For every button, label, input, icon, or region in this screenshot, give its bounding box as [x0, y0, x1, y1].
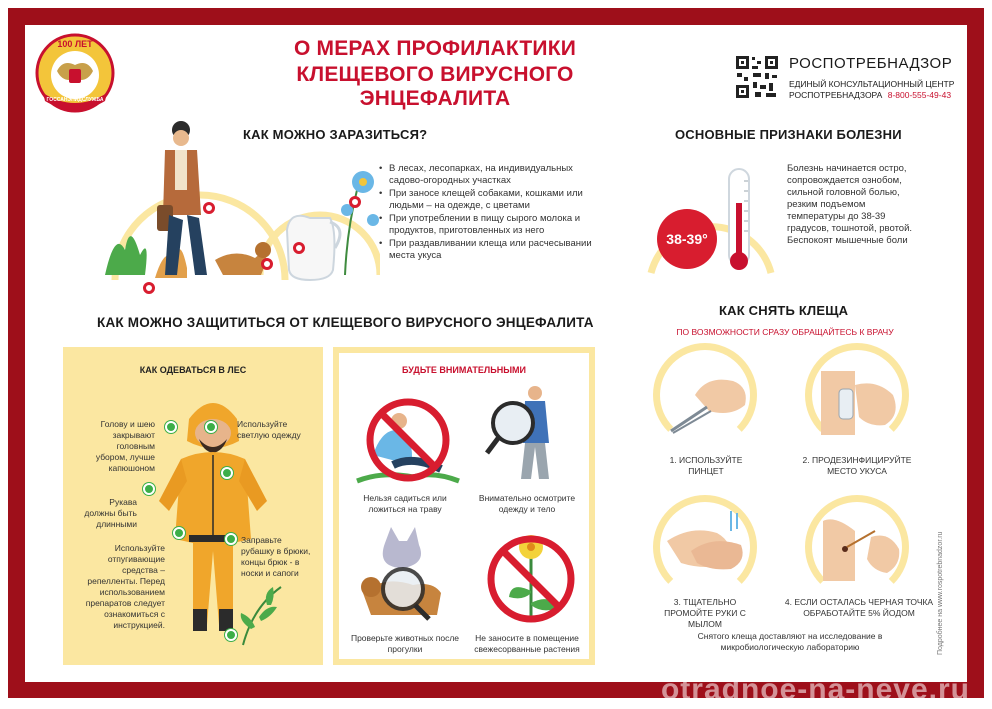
disinfect-hand-icon [815, 365, 905, 435]
careful-heading: БУДЬТЕ ВНИМАТЕЛЬНЫМИ [402, 365, 526, 375]
symptoms-heading: ОСНОВНЫЕ ПРИЗНАКИ БОЛЕЗНИ [675, 127, 902, 142]
agency-block [735, 53, 965, 107]
iodine-swab-icon [815, 511, 905, 581]
pet-check-icon [353, 523, 453, 623]
remove-subheading: ПО ВОЗМОЖНОСТИ СРАЗУ ОБРАЩАЙТЕСЬ К ВРАЧУ [676, 327, 894, 337]
tweezers-hand-icon [661, 365, 751, 435]
tick-marker-icon [349, 196, 361, 208]
title-block [225, 37, 645, 111]
no-flowers-icon [481, 521, 581, 631]
wash-hands-icon [661, 511, 751, 581]
watermark: otradnoe-na-neve.ru [660, 673, 970, 706]
remove-step-2: 2. ПРОДЕЗИНФИЦИРУЙТЕ МЕСТО УКУСА [802, 455, 912, 476]
infection-list [379, 163, 599, 263]
dress-repellent-text: Используйте отпугивающие средства – репелленты. Перед использованием препаратов следует ознакомиться с инструкцией. [85, 543, 165, 630]
title-line-1: О МЕРАХ ПРОФИЛАКТИКИ [293, 37, 577, 60]
checkpoint-icon [225, 629, 237, 641]
title-line-2: КЛЕЩЕВОГО ВИРУСНОГО ЭНЦЕФАЛИТА [296, 63, 574, 110]
no-sitting-icon [353, 385, 463, 485]
infection-item: • При заносе клещей собаками, кошками или людьми – на одежде, с цветами [379, 188, 599, 212]
careful-inspect-text: Внимательно осмотрите одежду и тело [478, 493, 576, 514]
dress-light-text: Используйте светлую одежду [237, 419, 301, 440]
careful-panel [333, 347, 595, 665]
careful-sit-text: Нельзя садиться или ложиться на траву [363, 493, 447, 514]
tick-marker-icon [143, 282, 155, 294]
checkpoint-icon [173, 527, 185, 539]
agency-line-2-text: РОСПОТРЕБНАДЗОРА [789, 90, 883, 100]
tick-marker-icon [203, 202, 215, 214]
careful-pets-text: Проверьте животных после прогулки [350, 633, 460, 654]
remove-heading: КАК СНЯТЬ КЛЕЩА [719, 303, 849, 318]
remove-step-4: 4. ЕСЛИ ОСТАЛАСЬ ЧЕРНАЯ ТОЧКА ОБРАБОТАЙТЕ 5% ЙОДОМ [784, 597, 934, 618]
poster [25, 25, 967, 682]
logo-badge: 100 ЛЕТ [57, 39, 93, 49]
remove-footer: Снятого клеща доставляют на исследование в микробиологическую лабораторию [697, 631, 883, 652]
checkpoint-icon [143, 483, 155, 495]
agency-line-2 [789, 90, 951, 100]
temperature-badge [657, 209, 717, 269]
remove-step-1: 1. ИСПОЛЬЗУЙТЕ ПИНЦЕТ [669, 455, 743, 476]
dress-panel [63, 347, 323, 665]
qr-code-icon [735, 55, 779, 99]
infection-item: • При употреблении в пищу сырого молока и продуктов, приготовленных из него [379, 213, 599, 237]
agency-phone: 8-800-555-49-43 [887, 90, 952, 100]
tick-marker-icon [261, 258, 273, 270]
infection-item: • В лесах, лесопарках, на индивидуальных садово-огородных участках [379, 163, 599, 187]
inspect-magnifier-icon [479, 383, 579, 483]
protect-heading: КАК МОЖНО ЗАЩИТИТЬСЯ ОТ КЛЕЩЕВОГО ВИРУСНОГО ЭНЦЕФАЛИТА [97, 315, 594, 330]
remove-step-3: 3. ТЩАТЕЛЬНО ПРОМОЙТЕ РУКИ С МЫЛОМ [664, 597, 746, 629]
logo-emblem [33, 31, 117, 115]
checkpoint-icon [165, 421, 177, 433]
symptoms-text: Болезнь начинается остро, сопровождается ознобом, сильной головной болью, резким подъемом температуры до 38-39 градусов, тошнотой, рвотой. Беспокоят мышечные боли [787, 163, 913, 246]
agency-line-1: ЕДИНЫЙ КОНСУЛЬТАЦИОННЫЙ ЦЕНТР [789, 79, 955, 89]
infection-heading: КАК МОЖНО ЗАРАЗИТЬСЯ? [243, 127, 428, 142]
checkpoint-icon [205, 421, 217, 433]
checkpoint-icon [225, 533, 237, 545]
symptoms-illustration [645, 163, 780, 275]
checkpoint-icon [221, 467, 233, 479]
temperature-value: 38-39° [666, 231, 708, 247]
side-url: Подробнее на www.rospotrebnadzor.ru [937, 531, 944, 655]
dress-tuck-text: Заправьте рубашку в брюки, концы брюк - в носки и сапоги [241, 535, 311, 578]
logo-ribbon: ГОССАНЭПИДСЛУЖБА [46, 97, 104, 103]
careful-plants-text: Не заносите в помещение свежесорванные растения [474, 633, 580, 654]
tick-marker-icon [293, 242, 305, 254]
infection-item: • При раздавливании клеща или расчесывании места укуса [379, 238, 599, 262]
plant-icon [233, 577, 293, 647]
dress-head-text: Голову и шею закрывают головным убором, лучше капюшоном [95, 419, 155, 473]
dress-sleeves-text: Рукава должны быть длинными [84, 497, 137, 529]
dress-heading: КАК ОДЕВАТЬСЯ В ЛЕС [139, 365, 247, 375]
agency-name: РОСПОТРЕБНАДЗОР [789, 55, 953, 72]
